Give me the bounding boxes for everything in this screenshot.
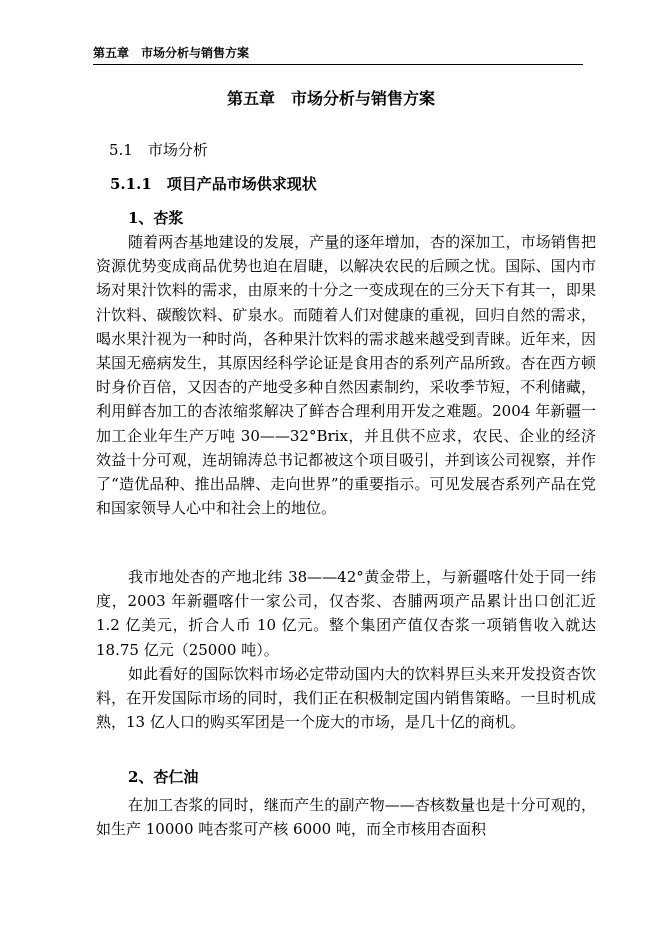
chapter-title: 第五章 市场分析与销售方案	[226, 89, 435, 108]
subsection-heading-apricot-kernel-oil: 2、杏仁油	[128, 768, 199, 786]
section-heading-5-1-1: 5.1.1 项目产品市场供求现状	[110, 175, 317, 193]
body-paragraph: 我市地处杏的产地北纬 38——42°黄金带上，与新疆喀什处于同一纬度，2003 年新疆喀什一家公司，仅杏浆、杏脯两项产品累计出口创汇近 1.2 亿美元，折合人币 10 亿元。整个集团产值仅杏浆一项销售收入就达 18.75 亿元（25000 吨）。	[96, 568, 596, 659]
body-paragraph: 在加工杏浆的同时，继而产生的副产物——杏核数量也是十分可观的，如生产 10000 吨杏浆可产核 6000 吨，而全市核用杏面积	[96, 796, 596, 839]
body-paragraph: 随着两杏基地建设的发展，产量的逐年增加，杏的深加工，市场销售把资源优势变成商品优势也迫在眉睫，以解决农民的后顾之忧。国际、国内市场对果汁饮料的需求，由原来的十分之一变成现在的三分天下有其一，即果汁饮料、碳酸饮料、矿泉水。而随着人们对健康的重视，回归自然的需求，喝水果汁视为一种时尚，各种果汁饮料的需求越来越受到青睐。近年来，因某国无癌病发生，其原因经科学论证是食用杏的系列产品所致。杏在西方顿时身价百倍，又因杏的产地受多种自然因素制约，采收季节短，不利储藏，利用鲜杏加工的杏浓缩浆解决了鲜杏合理利用开发之难题。2004 年新疆一加工企业年生产万吨 30——32°Brix，并且供不应求，农民、企业的经济效益十分可观，连胡锦涛总书记都被这个项目吸引，并到该公司视察，并作了“造优品种、推出品牌、走向世界”的重要指示。可见发展杏系列产品在党和国家领导人心中和社会上的地位。	[96, 233, 596, 518]
body-paragraph: 如此看好的国际饮料市场必定带动国内大的饮料界巨头来开发投资杏饮料，在开发国际市场的同时，我们正在积极制定国内销售策略。一旦时机成熟，13 亿人口的购买军团是一个庞大的市场，是几十亿的商机。	[96, 665, 596, 732]
section-heading-5-1: 5.1 市场分析	[109, 141, 208, 159]
header-rule	[93, 64, 583, 65]
subsection-heading-apricot-pulp: 1、杏浆	[128, 209, 184, 227]
running-header: 第五章 市场分析与销售方案	[93, 46, 250, 60]
